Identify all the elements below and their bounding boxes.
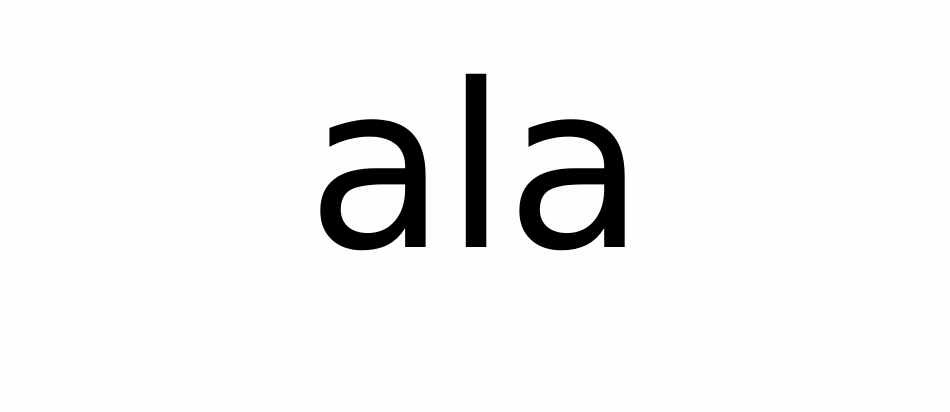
display-word: ala	[306, 35, 644, 301]
